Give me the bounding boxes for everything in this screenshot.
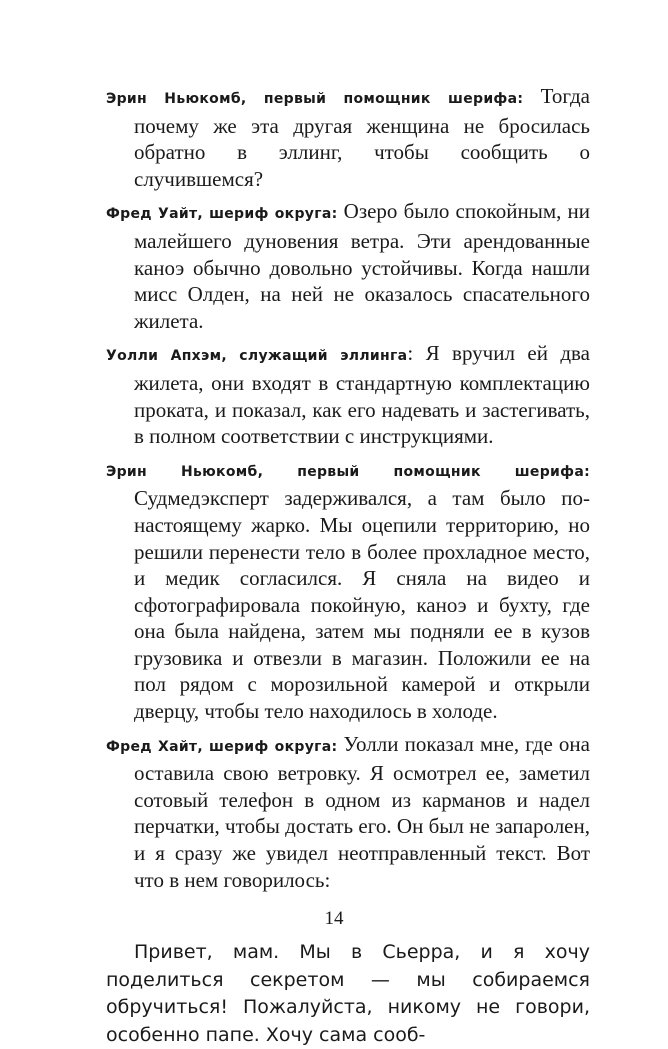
page-number: 14 [324,908,344,929]
speaker-label: Уолли Апхэм, служащий эллинга [106,348,408,365]
transcript-entry-2 [106,198,590,334]
speaker-label: Фред Хайт, шериф округа: [106,738,338,755]
speaker-label: Эрин Ньюкомб, первый помощник шерифа: [106,91,524,107]
entry-text: Уолли показал мне, где она оставила свою ветровку. Я осмотрел ее, заметил сотовый телефон в одном из карманов и надел перчатки, чтобы достать его. Он был не запаролен, и я сразу же увидел неотправленный текст. Вот что в нем говорилось: [134,731,590,892]
transcript-entry-4 [106,456,590,725]
page-body [106,83,590,1049]
transcript-entry-3 [106,340,590,449]
speaker-label: Фред Уайт, шериф округа: [106,206,338,223]
entry-text: Озеро было спокойным, ни малейшего дуновения ветра. Эти арендованные каноэ обычно довольно устойчивы. Когда нашли мисс Олден, на ней не оказалось спасательного жилета. [134,199,590,333]
entry-text: Судмедэксперт задерживался, а там было по-настоящему жарко. Мы оцепили территорию, но решили перенести тело в более прохладное место, и медик согласился. Я сняла на видео и сфотографировала покойную, каноэ и бухту, где она была найдена, затем мы подняли ее в кузов грузовика и отвезли в магазин. Положили ее на пол рядом с морозильной камерой и открыли дверцу, чтобы тело находилось в холоде. [134,486,590,724]
entry-text: Тогда почему же эта другая женщина не бросилась обратно в эллинг, чтобы сообщить о случившемся? [134,84,590,191]
speaker-label: Эрин Ньюкомб, первый помощник шерифа: [106,463,590,480]
transcript-entry-5 [106,731,590,894]
phone-message-text: Привет, мам. Мы в Сьерра, и я хочу поделиться секретом — мы собираемся обручиться! Пожалуйста, никому не говори, особенно папе. Хочу сама сооб- [106,941,590,1046]
entry-text: : Я вручил ей два жилета, они входят в стандартную комплектацию проката, и показал, как его надевать и застегивать, в полном соответствии с инструкциями. [134,341,590,449]
transcript-entry-1 [106,83,590,192]
